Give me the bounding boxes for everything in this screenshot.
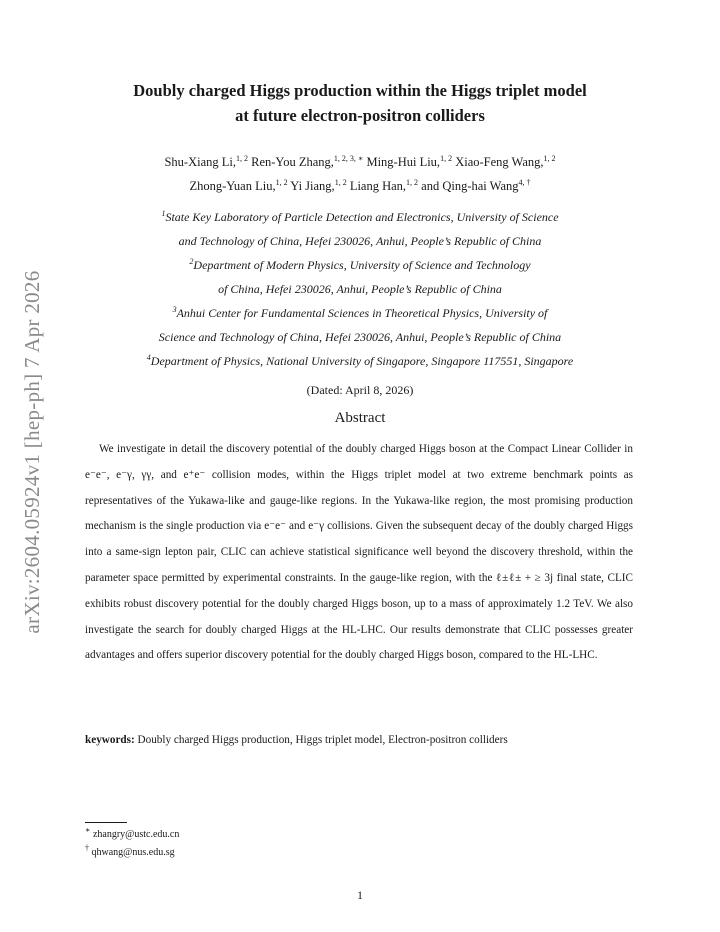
affiliation-1-line-1	[60, 205, 660, 229]
author-name: and Qing-hai Wang	[418, 179, 519, 193]
footnote-2	[85, 843, 175, 858]
title-line-2: at future electron-positron colliders	[235, 106, 485, 125]
footnote-mark: ∗	[85, 825, 91, 835]
affiliation-text: Department of Modern Physics, University of Science and Technology	[193, 258, 531, 272]
author-line-2	[60, 174, 660, 198]
affiliation-text: Anhui Center for Fundamental Sciences in Theoretical Physics, University of	[176, 306, 548, 320]
author-name: Ming-Hui Liu,	[363, 155, 441, 169]
author-name: Xiao-Feng Wang,	[452, 155, 544, 169]
author-affil-mark: 1, 2	[334, 177, 347, 187]
author-affil-mark: 1, 2	[543, 153, 556, 163]
affiliation-list	[60, 205, 660, 373]
author-affil-mark: 1, 2	[440, 153, 453, 163]
author-line-1	[60, 150, 660, 174]
title-line-1: Doubly charged Higgs production within the Higgs triplet model	[133, 81, 587, 100]
author-name: Zhong-Yuan Liu,	[189, 179, 276, 193]
footnote-email-link[interactable]: qhwang@nus.edu.sg	[91, 847, 175, 858]
keywords-text: Doubly charged Higgs production, Higgs triplet model, Electron-positron colliders	[137, 734, 508, 746]
author-name: Liang Han,	[346, 179, 407, 193]
footnote-rule	[85, 822, 127, 823]
abstract-body: We investigate in detail the discovery potential of the doubly charged Higgs boson at the Compact Linear Collider in e⁻e⁻, e⁻γ, γγ, and e⁺e⁻ collision modes, within the Higgs triplet model at two extreme benchmark points as representatives of the Yukawa-like and gauge-like regions. In the Yukawa-like region, the most promising production mechanism is the single production via e⁻e⁻ and e⁻γ collisions. Given the subsequent decay of the doubly charged Higgs into a same-sign lepton pair, CLIC can achieve statistical significance well beyond the discovery threshold, within the parameter space permitted by experimental constraints. In the gauge-like region, with the ℓ±ℓ± + ≥ 3j final state, CLIC exhibits robust discovery potential for the doubly charged Higgs boson, up to a mass of approximately 1.2 TeV. We also investigate the search for doubly charged Higgs at the HL-LHC. Our results demonstrate that CLIC possesses greater advantages and offers superior discovery potential for the doubly charged Higgs boson, compared to the HL-LHC.	[85, 443, 633, 662]
author-name: Shu-Xiang Li,	[164, 155, 236, 169]
footnote-email-link[interactable]: zhangry@ustc.edu.cn	[92, 829, 180, 840]
affiliation-1-line-2: and Technology of China, Hefei 230026, Anhui, People’s Republic of China	[178, 234, 542, 248]
affiliation-mark: 3	[172, 305, 177, 314]
author-name: Yi Jiang,	[287, 179, 335, 193]
dated-line: (Dated: April 8, 2026)	[306, 383, 414, 397]
affiliation-mark: 2	[189, 257, 194, 266]
author-list	[60, 150, 660, 198]
affiliation-2-line-2: of China, Hefei 230026, Anhui, People’s Republic of China	[218, 282, 502, 296]
affiliation-3-line-1	[60, 301, 660, 325]
affiliation-2-line-1	[60, 253, 660, 277]
author-affil-mark: 1, 2	[275, 177, 288, 187]
affiliation-mark: 4	[146, 353, 151, 362]
page-number: 1	[357, 888, 363, 902]
affiliation-3-line-2: Science and Technology of China, Hefei 230026, Anhui, People’s Republic of China	[158, 330, 562, 344]
footnote-mark: †	[85, 843, 89, 853]
author-affil-mark: 1, 2	[406, 177, 419, 187]
paper-title	[60, 78, 660, 128]
affiliation-text: State Key Laboratory of Particle Detection and Electronics, University of Science	[165, 210, 559, 224]
arxiv-side-stamp	[20, 262, 48, 642]
affiliation-text: Department of Physics, National University of Singapore, Singapore 117551, Singapore	[150, 354, 574, 368]
affiliation-4-line-1	[60, 349, 660, 373]
affiliation-mark: 1	[161, 209, 166, 218]
author-affil-mark: 1, 2	[236, 153, 248, 163]
author-affil-mark: 4, †	[518, 177, 531, 187]
arxiv-identifier: arXiv:2604.05924v1 [hep-ph] 7 Apr 2026	[20, 270, 44, 634]
footnote-1	[85, 825, 180, 840]
keywords-label: keywords:	[85, 734, 135, 746]
keywords-line	[85, 734, 645, 746]
abstract-heading: Abstract	[334, 410, 386, 426]
author-name: Ren-You Zhang,	[248, 155, 334, 169]
author-affil-mark: 1, 2, 3, ∗	[333, 153, 364, 163]
